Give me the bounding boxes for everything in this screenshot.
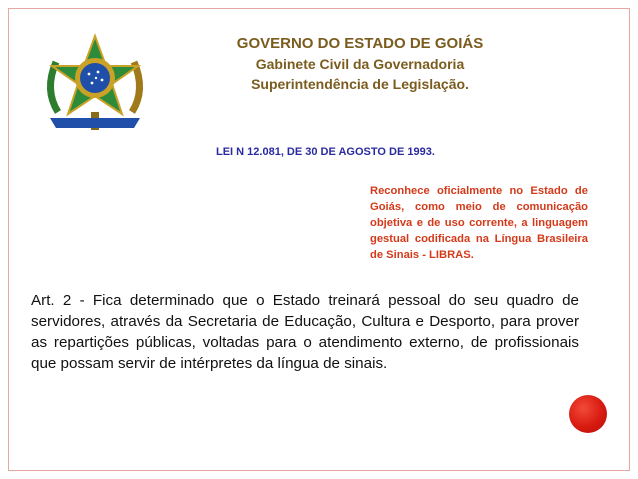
article-2-text: Art. 2 - Fica determinado que o Estado treinará pessoal do seu quadro de servidores, através da Secretaria de Educação, Cultura e Desporto, para prover as repartições públicas, voltadas para o atendimento externo, de profissionais que possam servir de intérpretes da língua de sinais. [31, 292, 579, 372]
law-summary: Reconhece oficialmente no Estado de Goiás, como meio de comunicação objetiva e de uso corrente, a linguagem gestual codificada na Língua Brasileira de Sinais - LIBRAS. [370, 185, 588, 261]
header-superintendence: Superintendência de Legislação. [251, 76, 469, 92]
slide-border-right [629, 8, 630, 471]
slide-border-bottom [8, 470, 630, 471]
law-title: LEI N 12.081, DE 30 DE AGOSTO DE 1993. [216, 146, 435, 158]
header-cabinet: Gabinete Civil da Governadoria [255, 56, 465, 72]
header-block [210, 34, 510, 94]
slide-border-top [8, 8, 630, 9]
decorative-red-circle [569, 395, 607, 433]
slide-border-left [8, 8, 9, 471]
header-government-title: GOVERNO DO ESTADO DE GOIÁS [236, 35, 484, 52]
brazil-coat-of-arms-icon [36, 32, 154, 140]
